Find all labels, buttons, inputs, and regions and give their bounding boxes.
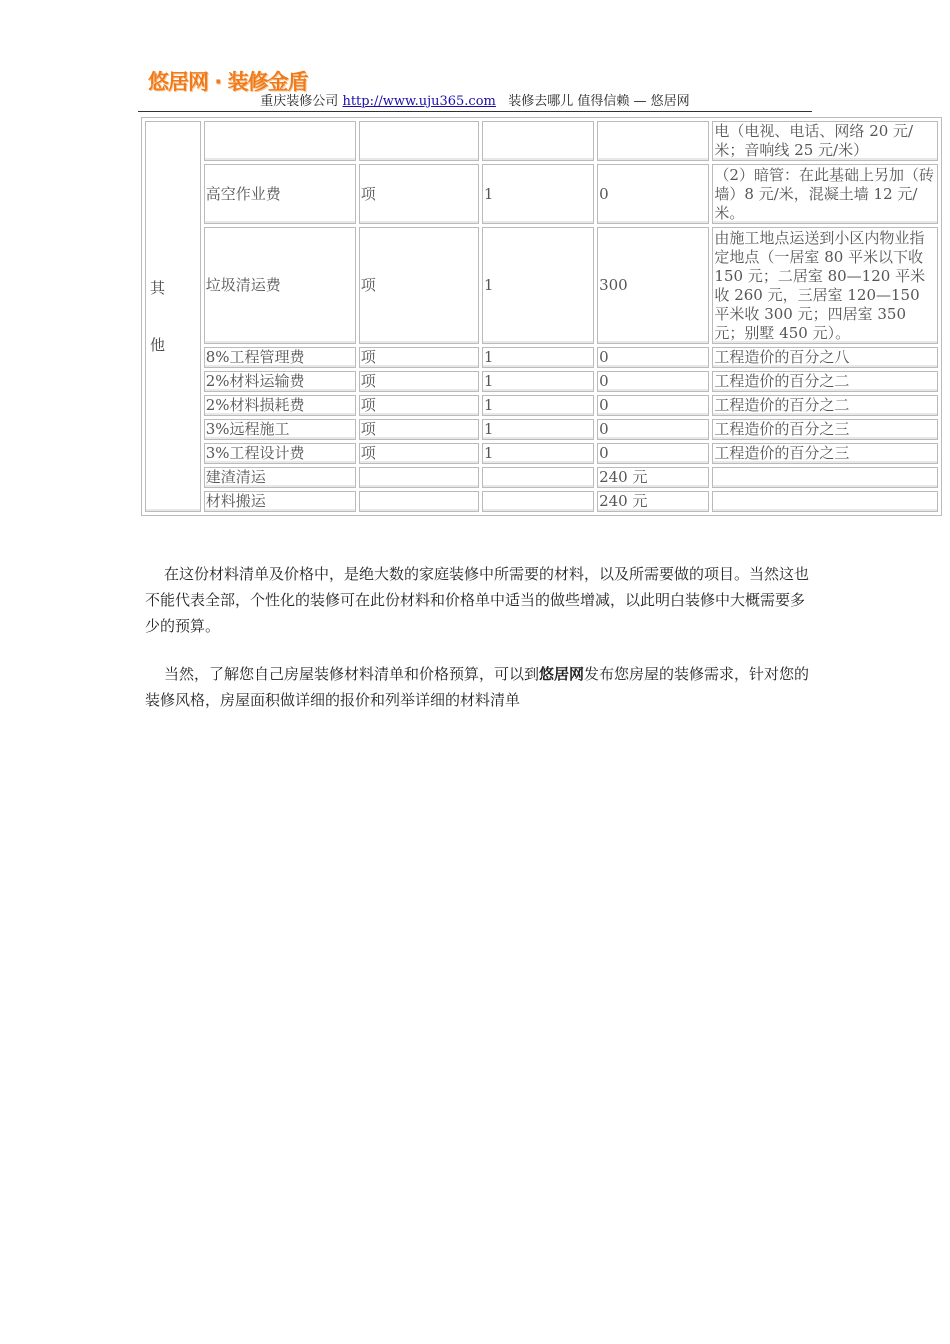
item-cell: 2%材料运输费 bbox=[204, 371, 356, 392]
company-name: 重庆装修公司 bbox=[260, 94, 339, 109]
note-cell: 工程造价的百分之二 bbox=[712, 395, 938, 416]
note-cell: （2）暗管：在此基础上另加（砖墙）8 元/米，混凝土墙 12 元/米。 bbox=[712, 164, 938, 224]
item-cell: 垃圾清运费 bbox=[204, 227, 356, 344]
site-logo: 悠居网 · 装修金盾 bbox=[148, 70, 308, 94]
category-char: 他 bbox=[150, 335, 166, 354]
qty-cell: 1 bbox=[482, 443, 594, 464]
note-cell bbox=[712, 467, 938, 488]
cost-table bbox=[141, 117, 942, 516]
item-cell: 建渣清运 bbox=[204, 467, 356, 488]
category-char: 其 bbox=[150, 278, 166, 297]
item-cell: 8%工程管理费 bbox=[204, 347, 356, 368]
table-row bbox=[145, 395, 938, 416]
item-cell: 3%工程设计费 bbox=[204, 443, 356, 464]
brand-name: 悠居网 bbox=[539, 665, 585, 683]
item-cell: 材料搬运 bbox=[204, 491, 356, 512]
unit-cell: 项 bbox=[359, 371, 479, 392]
table-row bbox=[145, 121, 938, 161]
item-cell bbox=[204, 121, 356, 161]
paragraph-intro: 在这份材料清单及价格中，是绝大数的家庭装修中所需要的材料，以及所需要做的项目。当然这也不能代表全部，个性化的装修可在此份材料和价格单中适当的做些增减，以此明白装修中大概需要多少的预算。 bbox=[145, 565, 810, 635]
page-header bbox=[138, 93, 812, 112]
qty-cell: 1 bbox=[482, 227, 594, 344]
price-cell: 0 bbox=[597, 419, 709, 440]
unit-cell bbox=[359, 467, 479, 488]
price-cell: 0 bbox=[597, 395, 709, 416]
price-cell: 240 元 bbox=[597, 491, 709, 512]
qty-cell: 1 bbox=[482, 419, 594, 440]
note-cell: 工程造价的百分之三 bbox=[712, 419, 938, 440]
item-cell: 高空作业费 bbox=[204, 164, 356, 224]
unit-cell: 项 bbox=[359, 419, 479, 440]
price-cell: 0 bbox=[597, 347, 709, 368]
note-cell: 电（电视、电话、网络 20 元/米；音响线 25 元/米） bbox=[712, 121, 938, 161]
note-cell: 工程造价的百分之二 bbox=[712, 371, 938, 392]
cta-text-rest: 发布您房屋的装修需求，针对您的装修风格，房屋面积做详细的报价和列举详细的材料清单 bbox=[145, 665, 810, 709]
price-cell: 0 bbox=[597, 371, 709, 392]
qty-cell bbox=[482, 121, 594, 161]
qty-cell: 1 bbox=[482, 164, 594, 224]
price-cell bbox=[597, 121, 709, 161]
category-cell bbox=[145, 121, 201, 512]
table-row bbox=[145, 419, 938, 440]
note-cell bbox=[712, 491, 938, 512]
table-row bbox=[145, 371, 938, 392]
item-cell: 3%远程施工 bbox=[204, 419, 356, 440]
qty-cell: 1 bbox=[482, 347, 594, 368]
table-row bbox=[145, 347, 938, 368]
note-cell: 工程造价的百分之三 bbox=[712, 443, 938, 464]
qty-cell: 1 bbox=[482, 371, 594, 392]
qty-cell bbox=[482, 467, 594, 488]
table-row bbox=[145, 467, 938, 488]
price-cell: 0 bbox=[597, 164, 709, 224]
unit-cell: 项 bbox=[359, 395, 479, 416]
note-cell: 由施工地点运送到小区内物业指定地点（一居室 80 平米以下收 150 元；二居室 80—120 平米收 260 元，三居室 120—150 平米收 300 元；四居室 350 元；别墅 450 元）。 bbox=[712, 227, 938, 344]
price-cell: 240 元 bbox=[597, 467, 709, 488]
unit-cell bbox=[359, 491, 479, 512]
price-cell: 0 bbox=[597, 443, 709, 464]
note-cell: 工程造价的百分之八 bbox=[712, 347, 938, 368]
site-link[interactable]: http://www.uju365.com bbox=[342, 94, 496, 109]
qty-cell bbox=[482, 491, 594, 512]
unit-cell: 项 bbox=[359, 227, 479, 344]
slogan: 装修去哪儿 值得信赖 — 悠居网 bbox=[508, 94, 690, 109]
unit-cell: 项 bbox=[359, 443, 479, 464]
cta-text: 当然，了解您自己房屋装修材料清单和价格预算，可以到 bbox=[164, 665, 540, 683]
unit-cell bbox=[359, 121, 479, 161]
table-row bbox=[145, 227, 938, 344]
paragraph-cta bbox=[145, 661, 815, 713]
table-row bbox=[145, 164, 938, 224]
unit-cell: 项 bbox=[359, 164, 479, 224]
qty-cell: 1 bbox=[482, 395, 594, 416]
unit-cell: 项 bbox=[359, 347, 479, 368]
price-cell: 300 bbox=[597, 227, 709, 344]
table-row bbox=[145, 443, 938, 464]
table-row bbox=[145, 491, 938, 512]
item-cell: 2%材料损耗费 bbox=[204, 395, 356, 416]
